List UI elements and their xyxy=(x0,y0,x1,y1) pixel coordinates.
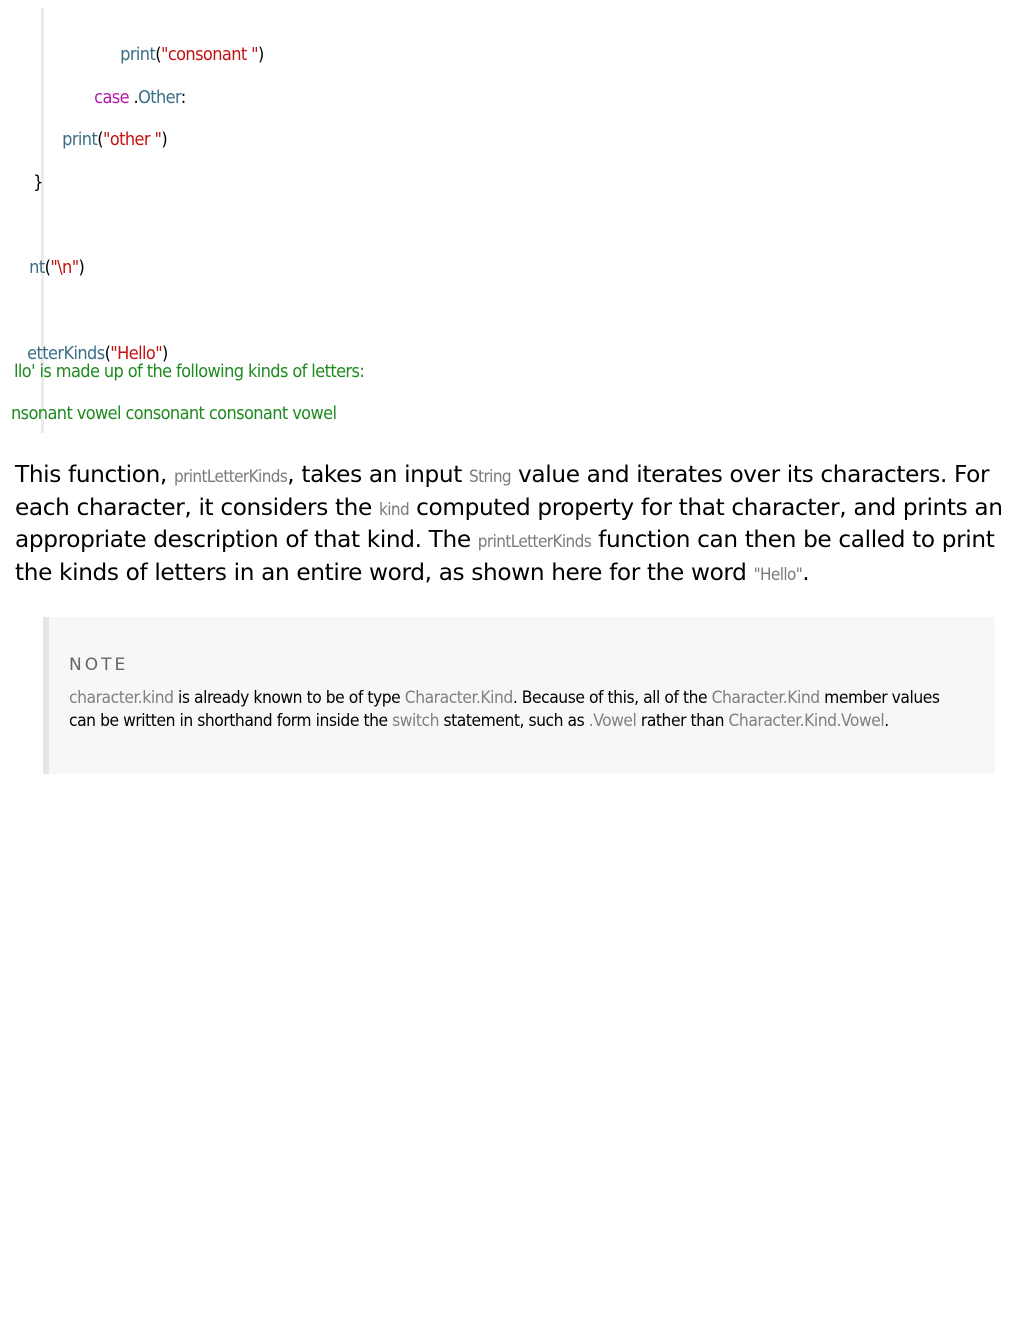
note-title: NOTE xyxy=(69,655,129,675)
code-function: etterKinds xyxy=(27,343,105,364)
paragraph-text: value and iterates over its characters. For each character, it considers the xyxy=(15,461,990,521)
inline-code: .Vowel xyxy=(588,710,637,731)
note-text-segment: . xyxy=(884,710,889,731)
code-identifier: Other xyxy=(138,87,181,108)
code-string: "other " xyxy=(102,129,162,150)
body-paragraph xyxy=(15,460,1015,590)
code-function: print xyxy=(62,129,98,150)
code-brace: } xyxy=(33,172,43,193)
inline-code: printLetterKinds xyxy=(173,467,288,487)
code-keyword: case xyxy=(94,87,130,108)
inline-code: String xyxy=(468,467,512,487)
code-punct: ( xyxy=(155,44,161,65)
inline-code: switch xyxy=(392,710,440,731)
code-line xyxy=(15,147,43,219)
inline-code: printLetterKinds xyxy=(477,532,592,552)
code-punct: ) xyxy=(78,257,85,278)
note-text-segment: statement, such as xyxy=(439,710,589,731)
code-string: "Hello" xyxy=(110,343,163,364)
code-punct: ) xyxy=(161,129,168,150)
code-string: "\n" xyxy=(50,257,79,278)
inline-code: "Hello" xyxy=(753,564,803,585)
paragraph-text: , takes an input xyxy=(287,461,469,488)
code-output-line: llo' is made up of the following kinds of letters: xyxy=(14,361,365,382)
note-box xyxy=(43,617,995,774)
inline-code: kind xyxy=(378,499,410,520)
paragraph-text: This function, xyxy=(15,461,174,488)
code-punct: ( xyxy=(97,129,103,150)
note-text-segment: . Because of this, all of the xyxy=(512,688,712,708)
code-line xyxy=(44,104,167,176)
paragraph-text: . xyxy=(802,558,810,586)
paragraph-text: function can then be called to print the kinds of letters in an entire word, as shown here for the word xyxy=(15,526,995,586)
inline-code: Character.Kind xyxy=(404,688,513,708)
code-punct: : xyxy=(180,87,186,108)
inline-code: character.kind xyxy=(69,688,174,708)
note-text-segment: is already known to be of type xyxy=(173,688,405,708)
code-punct: ( xyxy=(104,343,111,364)
code-punct: ( xyxy=(44,257,51,278)
note-text-segment: member values can be written in shorthand form inside the xyxy=(69,688,940,731)
code-output-line: nsonant vowel consonant consonant vowel xyxy=(11,403,337,424)
code-function: nt xyxy=(29,257,45,278)
inline-code: Character.Kind.Vowel xyxy=(728,710,885,731)
code-punct: . xyxy=(129,87,139,108)
note-text-segment: rather than xyxy=(636,710,729,731)
note-text xyxy=(69,687,969,732)
code-function: print xyxy=(120,44,156,65)
code-line xyxy=(11,232,84,304)
code-punct: ) xyxy=(162,343,168,364)
code-block xyxy=(0,0,1024,440)
paragraph-text: computed property for that character, and prints an appropriate description of that kind. The xyxy=(15,493,1003,553)
inline-code: Character.Kind xyxy=(711,688,820,708)
code-string: "consonant " xyxy=(160,44,259,65)
code-punct: ) xyxy=(258,44,264,65)
